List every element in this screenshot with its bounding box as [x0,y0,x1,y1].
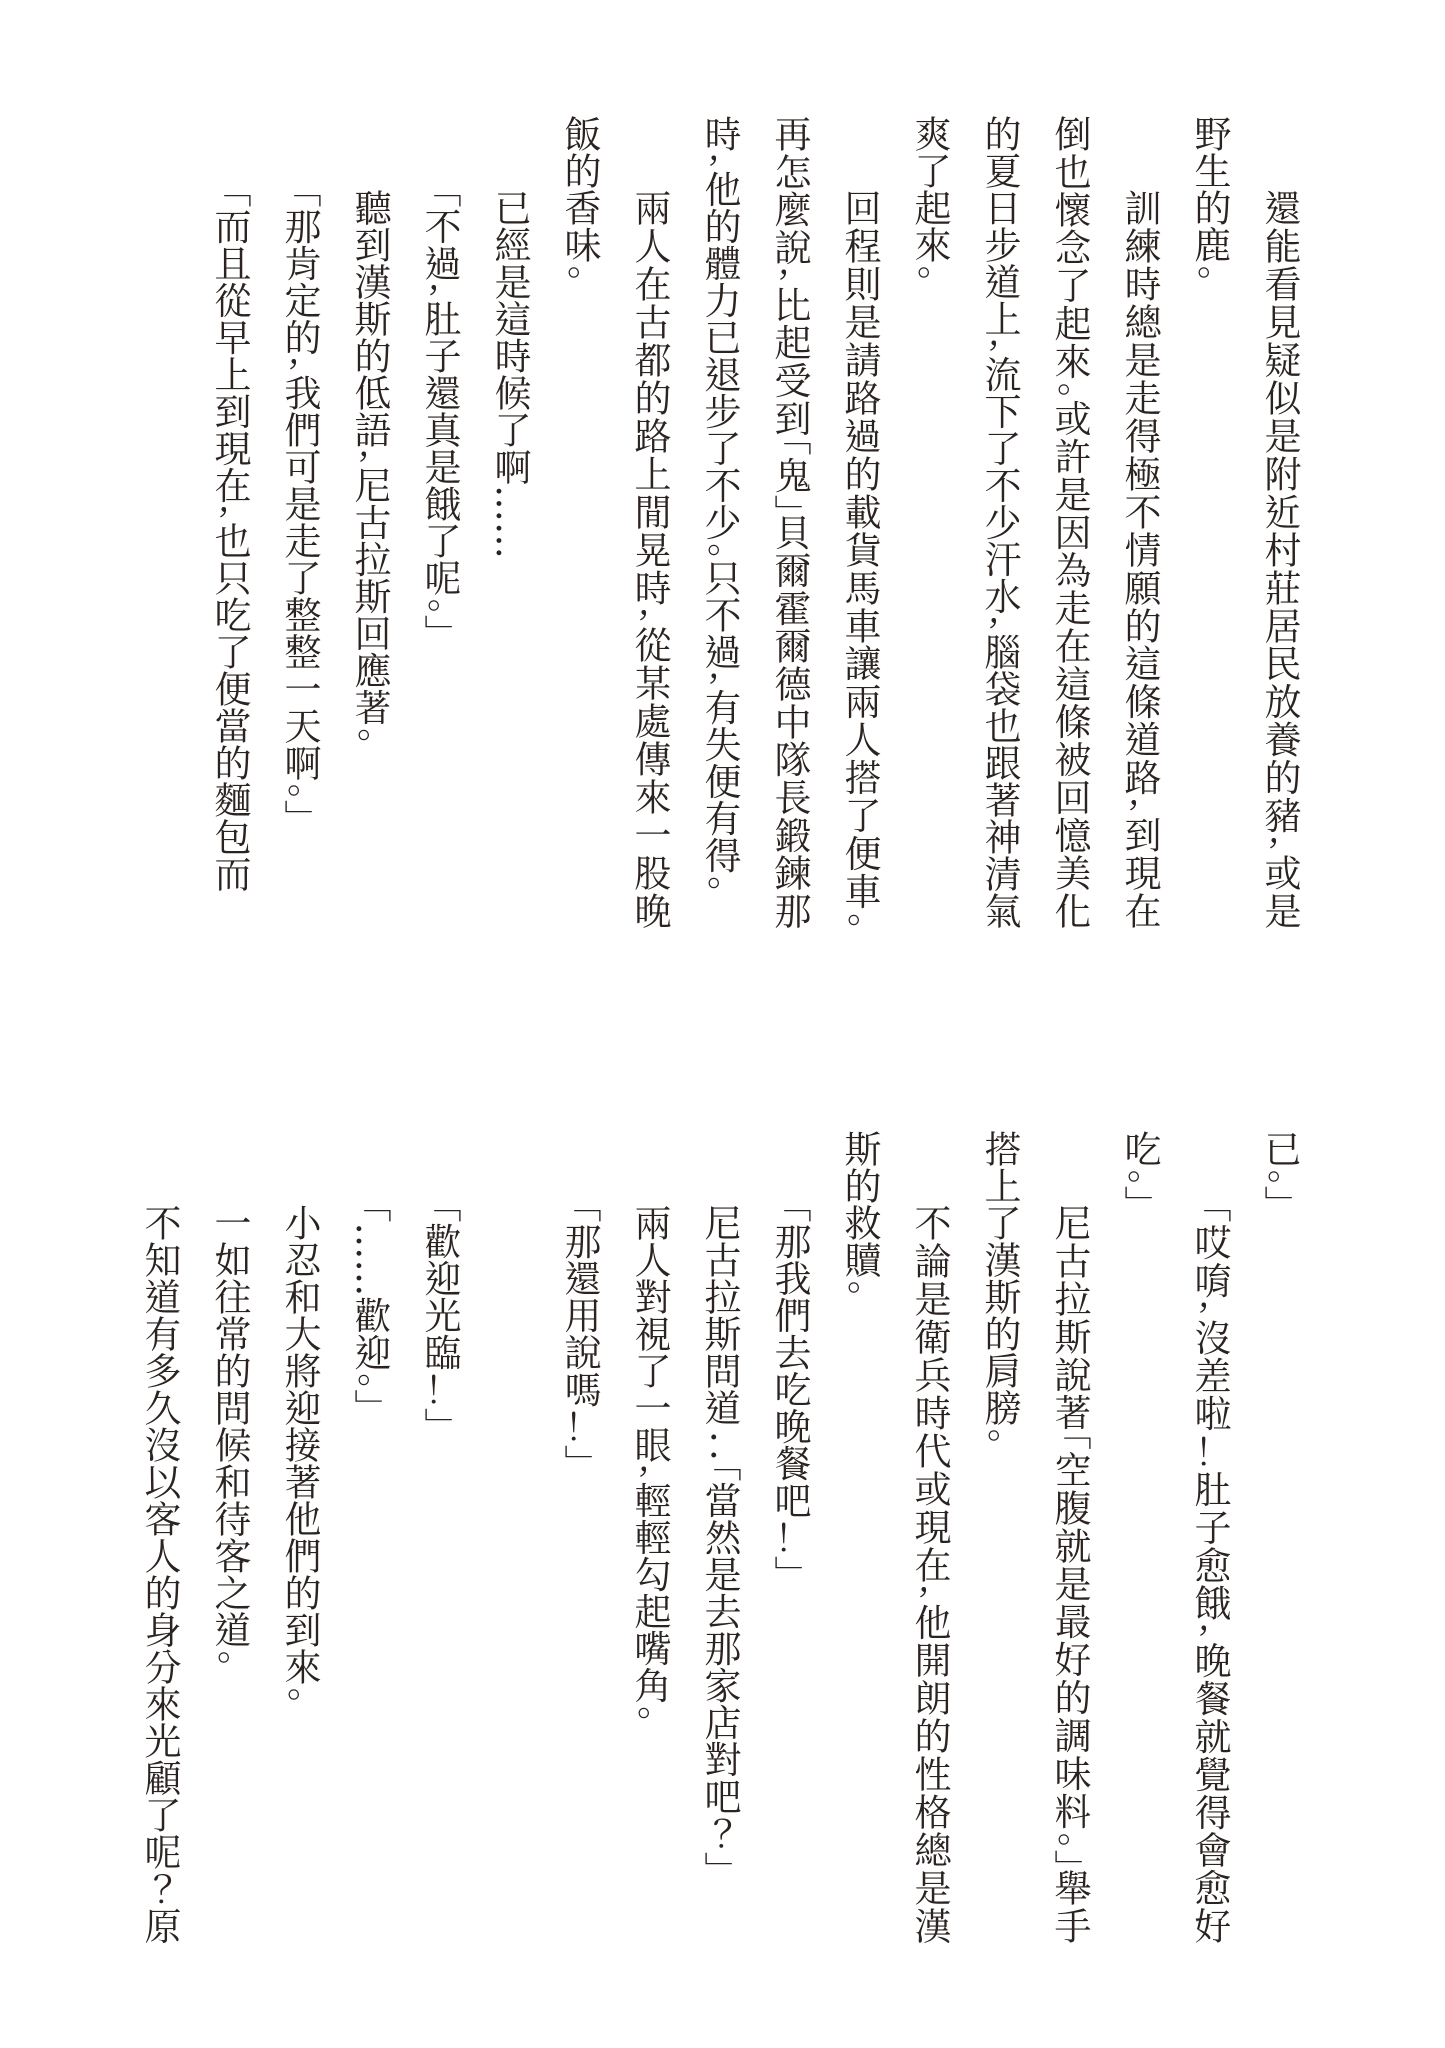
paragraph-dialogue: 「歡迎光臨！」 [418,1204,461,1426]
paragraph: 不知道有多久沒以客人的身分來光顧了呢？原 [138,1204,181,1944]
paragraph-dialogue: 「……歡迎。」 [348,1204,391,1408]
paragraph-dialogue: 「那我們去吃晚餐吧！」 [768,1204,811,1574]
paragraph: 一如往常的問候和待客之道。 [208,1204,251,1667]
vertical-text-block-bottom [124,1130,1314,1944]
paragraph: 回程則是請路過的載貨馬車讓兩人搭了便車。再怎麼說，比起受到「鬼」貝爾霍爾德中隊長鍛鍊那時，他的體力已退步了不少。只不過，有失便有得。 [698,115,881,929]
paragraph: 尼古拉斯問道：「當然是去那家店對吧？」 [698,1204,741,1870]
paragraph: 小忍和大將迎接著他們的到來。 [278,1204,321,1704]
paragraph-dialogue: 「那肯定的，我們可是走了整整一天啊。」 [278,189,321,818]
paragraph: 聽到漢斯的低語，尼古拉斯回應著。 [348,189,391,744]
paragraph-dialogue: 「而且從早上到現在，也只吃了便當的麵包而 [208,189,251,892]
paragraph: 兩人對視了一眼，輕輕勾起嘴角。 [628,1204,671,1722]
paragraph-dialogue: 「哎唷，沒差啦！肚子愈餓，晚餐就覺得會愈好吃。」 [1118,1130,1231,1944]
paragraph: 不論是衛兵時代或現在，他開朗的性格總是漢斯的救贖。 [838,1130,951,1944]
paragraph: 尼古拉斯說著「空腹就是最好的調味料。」舉手搭上了漢斯的肩膀。 [978,1130,1091,1944]
paragraph: 兩人在古都的路上閒晃時，從某處傳來一股晚飯的香味。 [558,115,671,929]
book-page-bottom [0,1024,1445,2048]
paragraph: 訓練時總是走得極不情願的這條道路，到現在倒也懷念了起來。或許是因為走在這條被回憶美化的夏日步道上，流下了不少汗水，腦袋也跟著神清氣爽了起來。 [908,115,1161,929]
paragraph: 已經是這時候了啊…… [488,189,531,559]
paragraph-dialogue: 「不過，肚子還真是餓了呢。」 [418,189,461,633]
paragraph-dialogue: 「那還用說嗎！」 [558,1204,601,1463]
paragraph: 還能看見疑似是附近村莊居民放養的豬，或是野生的鹿。 [1188,115,1301,929]
vertical-text-block-top [194,115,1314,929]
paragraph-continuation: 已。」 [1258,1130,1301,1204]
